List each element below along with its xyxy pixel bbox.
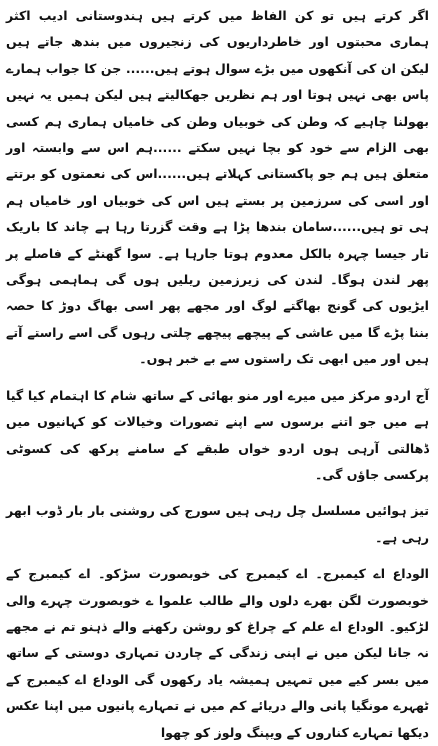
paragraph-4: الوداع اے کیمبرج۔ اے کیمبرج کی خوبصورت سڑکو۔ اے کیمبرج کے خوبصورت لگن بھرے دلوں والے طالب علموا ے خوبصورت چہرے والی لڑکیو۔ الوداع اے علم کے چراغ کو روشن رکھنے والے ذہنو تم نے مجھے نہ جانا لیکن میں نے اپنی زندگی کے چاردن تمہاری دوستی کے ساتھ میں بسر کیے میں تمہیں ہمیشہ یاد رکھوں گی الوداع اے کیمبرج کے ٹھہرے مونگیا پانی والے دریائے کم میں نے تمہارے پانیوں میں اپنا عکس دیکھا تمہارے کناروں کے ویپنگ ولوز کو چھوا — [6, 566, 429, 740]
paragraph-3: تیز ہوائیں مسلسل چل رہی ہیں سورج کی روشنی بار بار ڈوب ابھر رہی ہے۔ — [6, 503, 429, 545]
paragraph-2: آج اردو مرکز میں میرے اور منو بھائی کے ساتھ شام کا اہتمام کیا گیا ہے میں جو اتنے برسوں سے اپنے تصورات وخیالات کو کہانیوں میں ڈھالتی آرہی ہوں اردو خواں طبقے کے سامنے پرکھ کی کسوٹی پرکسی جاؤں گی۔ — [6, 387, 429, 482]
paragraph-1: اگر کرتے ہیں تو کن الفاظ میں کرتے ہیں ہندوستانی ادیب اکثر ہماری محبتوں اور خاطرداریوں کی زنجیروں میں بندھ جاتے ہیں لیکن ان کی آنکھوں میں بڑے سوال ہوتے ہیں...... جن کا جواب ہمارے پاس بھی نہیں ہوتا اور ہم نظریں جھکالیتے ہیں لیکن ہمیں یہ نہیں بھولنا چاہیے کہ وطن کی خوبیاں وطن کی خامیاں ہماری ہم کسی بھی الزام سے خود کو بچا نہیں سکتے ......ہم اس سے وابستہ اور متعلق ہیں ہم جو پاکستانی کہلاتے ہیں......اس کی نعمتوں کو برتتے اور اسی کی سرزمین پر بستے ہیں اس کی خوبیاں اور خامیاں ہم ہی تو ہیں......سامان بندھا پڑا ہے وقت گزرتا رہا ہے چاند کا باریک تار جیسا چہرہ بالکل معدوم ہوتا جارہا ہے۔ سوا گھنٹے کے فاصلے پر پھر لندن ہوگا۔ لندن کی زیرزمین ریلیں ہوں گی ہماہمی ہوگی ایڑیوں کی گونج بھاگتے لوگ اور مجھے پھر اسی بھاگ دوڑ کا حصہ بننا پڑے گا میں عاشی کے پیچھے پیچھے چلتی رہوں گی اسے راستے آتے ہیں اور میں ابھی تک راستوں سے بے خبر ہوں۔ — [6, 8, 429, 367]
